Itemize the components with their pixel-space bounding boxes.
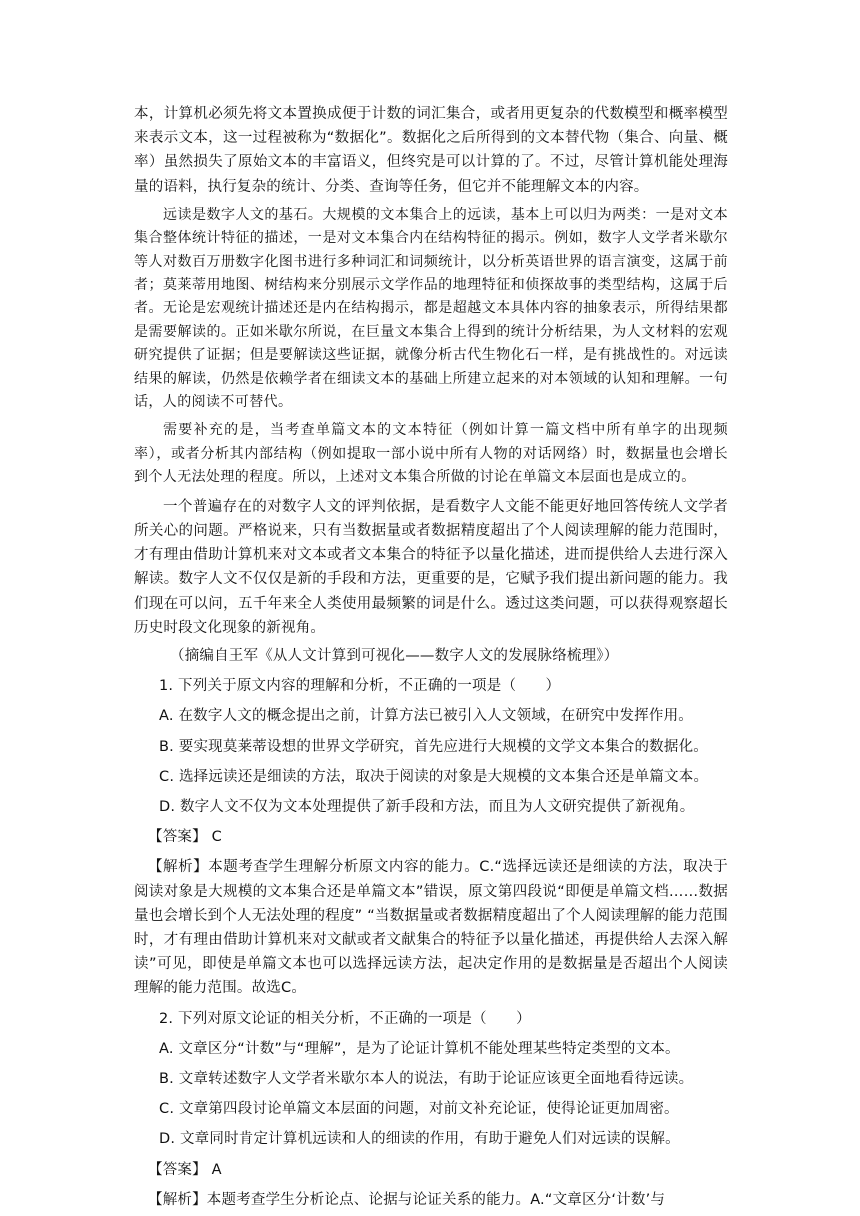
question-1-option-a: A. 在数字人文的概念提出之前，计算方法已被引入人文领域，在研究中发挥作用。 bbox=[159, 708, 693, 725]
question-1-stem: 1. 下列关于原文内容的理解和分析，不正确的一项是（ ） bbox=[159, 678, 561, 695]
question-1-analysis: 【解析】本题考查学生理解分析原文内容的能力。C.“选择远读还是细读的方法，取决于阅读对象是大规模的文本集合还是单篇文本”错误，原文第四段说“即便是单篇文档……数据量也会增长到个人无法处理的程度” “当数据量或者数据精度超出了个人阅读理解的能力范围时，才有理由借助计算机来对文献或者文献集合的特征予以量化描述，再提供给人去深入解读”可见，即使是单篇文本也可以选择远读方法，起决定作用的是数据量是否超出个人阅读理解的能力范围。故选C。 bbox=[134, 859, 728, 997]
question-2-option-d: D. 文章同时肯定计算机远读和人的细读的作用，有助于避免人们对远读的误解。 bbox=[159, 1131, 680, 1148]
question-2-answer: 【答案】 A bbox=[148, 1161, 222, 1178]
paragraph-1: 本，计算机必须先将文本置换成便于计数的词汇集合，或者用更复杂的代数模型和概率模型来表示文本，这一过程被称为“数据化”。数据化之后所得到的文本替代物（集合、向量、概率）虽然损失了原始文本的丰富语义，但终究是可以计算的了。不过，尽管计算机能处理海量的语料，执行复杂的统计、分类、查询等任务，但它并不能理解文本的内容。 bbox=[134, 106, 728, 195]
question-2-option-c: C. 文章第四段讨论单篇文本层面的问题，对前文补充论证，使得论证更加周密。 bbox=[159, 1101, 679, 1118]
source-citation: （摘编自王军《从人文计算到可视化——数字人文的发展脉络梳理》） bbox=[170, 647, 619, 664]
question-1-answer: 【答案】 C bbox=[148, 829, 222, 846]
paragraph-2: 远读是数字人文的基石。大规模的文本集合上的远读，基本上可以归为两类：一是对文本集合整体统计特征的描述，一是对文本集合内在结构特征的揭示。例如，数字人文学者米歇尔等人对数百万册数字化图书进行多种词汇和词频统计，以分析英语世界的语言演变，这属于前者；莫莱蒂用地图、树结构来分别展示文学作品的地理特征和侦探故事的类型结构，这属于后者。无论是宏观统计描述还是内在结构揭示，都是超越文本具体内容的抽象表示，所得结果都是需要解读的。正如米歇尔所说，在巨量文本集合上得到的统计分析结果，为人文材料的宏观研究提供了证据；但是要解读这些证据，就像分析古代生物化石一样，是有挑战性的。对远读结果的解读，仍然是依赖学者在细读文本的基础上所建立起来的对本领域的认知和理解。一句话，人的阅读不可替代。 bbox=[134, 206, 728, 411]
question-2-option-a: A. 文章区分“计数”与“理解”，是为了论证计算机不能处理某些特定类型的文本。 bbox=[159, 1040, 680, 1057]
question-1-option-c: C. 选择远读还是细读的方法，取决于阅读的对象是大规模的文本集合还是单篇文本。 bbox=[159, 768, 709, 785]
question-1-option-b: B. 要实现莫莱蒂设想的世界文学研究，首先应进行大规模的文学文本集合的数据化。 bbox=[159, 738, 708, 755]
paragraph-3: 需要补充的是，当考查单篇文本的文本特征（例如计算一篇文档中所有单字的出现频率），或者分析其内部结构（例如提取一部小说中所有人物的对话网络）时，数据量也会增长到个人无法处理的程度。所以，上述对文本集合所做的讨论在单篇文本层面也是成立的。 bbox=[134, 422, 728, 486]
question-2-option-b: B. 文章转述数字人文学者米歇尔本人的说法，有助于论证应该更全面地看待远读。 bbox=[159, 1070, 694, 1087]
question-2-stem: 2. 下列对原文论证的相关分析，不正确的一项是（ ） bbox=[159, 1010, 531, 1027]
paragraph-4: 一个普遍存在的对数字人文的评判依据，是看数字人文能不能更好地回答传统人文学者所关心的问题。严格说来，只有当数据量或者数据精度超出了个人阅读理解的能力范围时，才有理由借助计算机来对文本或者文本集合的特征予以量化描述，进而提供给人去进行深入解读。数字人文不仅仅是新的手段和方法，更重要的是，它赋予我们提出新问题的能力。我们现在可以问，五千年来全人类使用最频繁的词是什么。透过这类问题，可以获得观察超长历史时段文化现象的新视角。 bbox=[134, 498, 728, 636]
question-1-option-d: D. 数字人文不仅为文本处理提供了新手段和方法，而且为人文研究提供了新视角。 bbox=[159, 798, 695, 815]
document-body bbox=[134, 102, 728, 1212]
question-2-analysis: 【解析】本题考查学生分析论点、论据与论证关系的能力。A.“文章区分‘计数’与 bbox=[148, 1191, 666, 1208]
